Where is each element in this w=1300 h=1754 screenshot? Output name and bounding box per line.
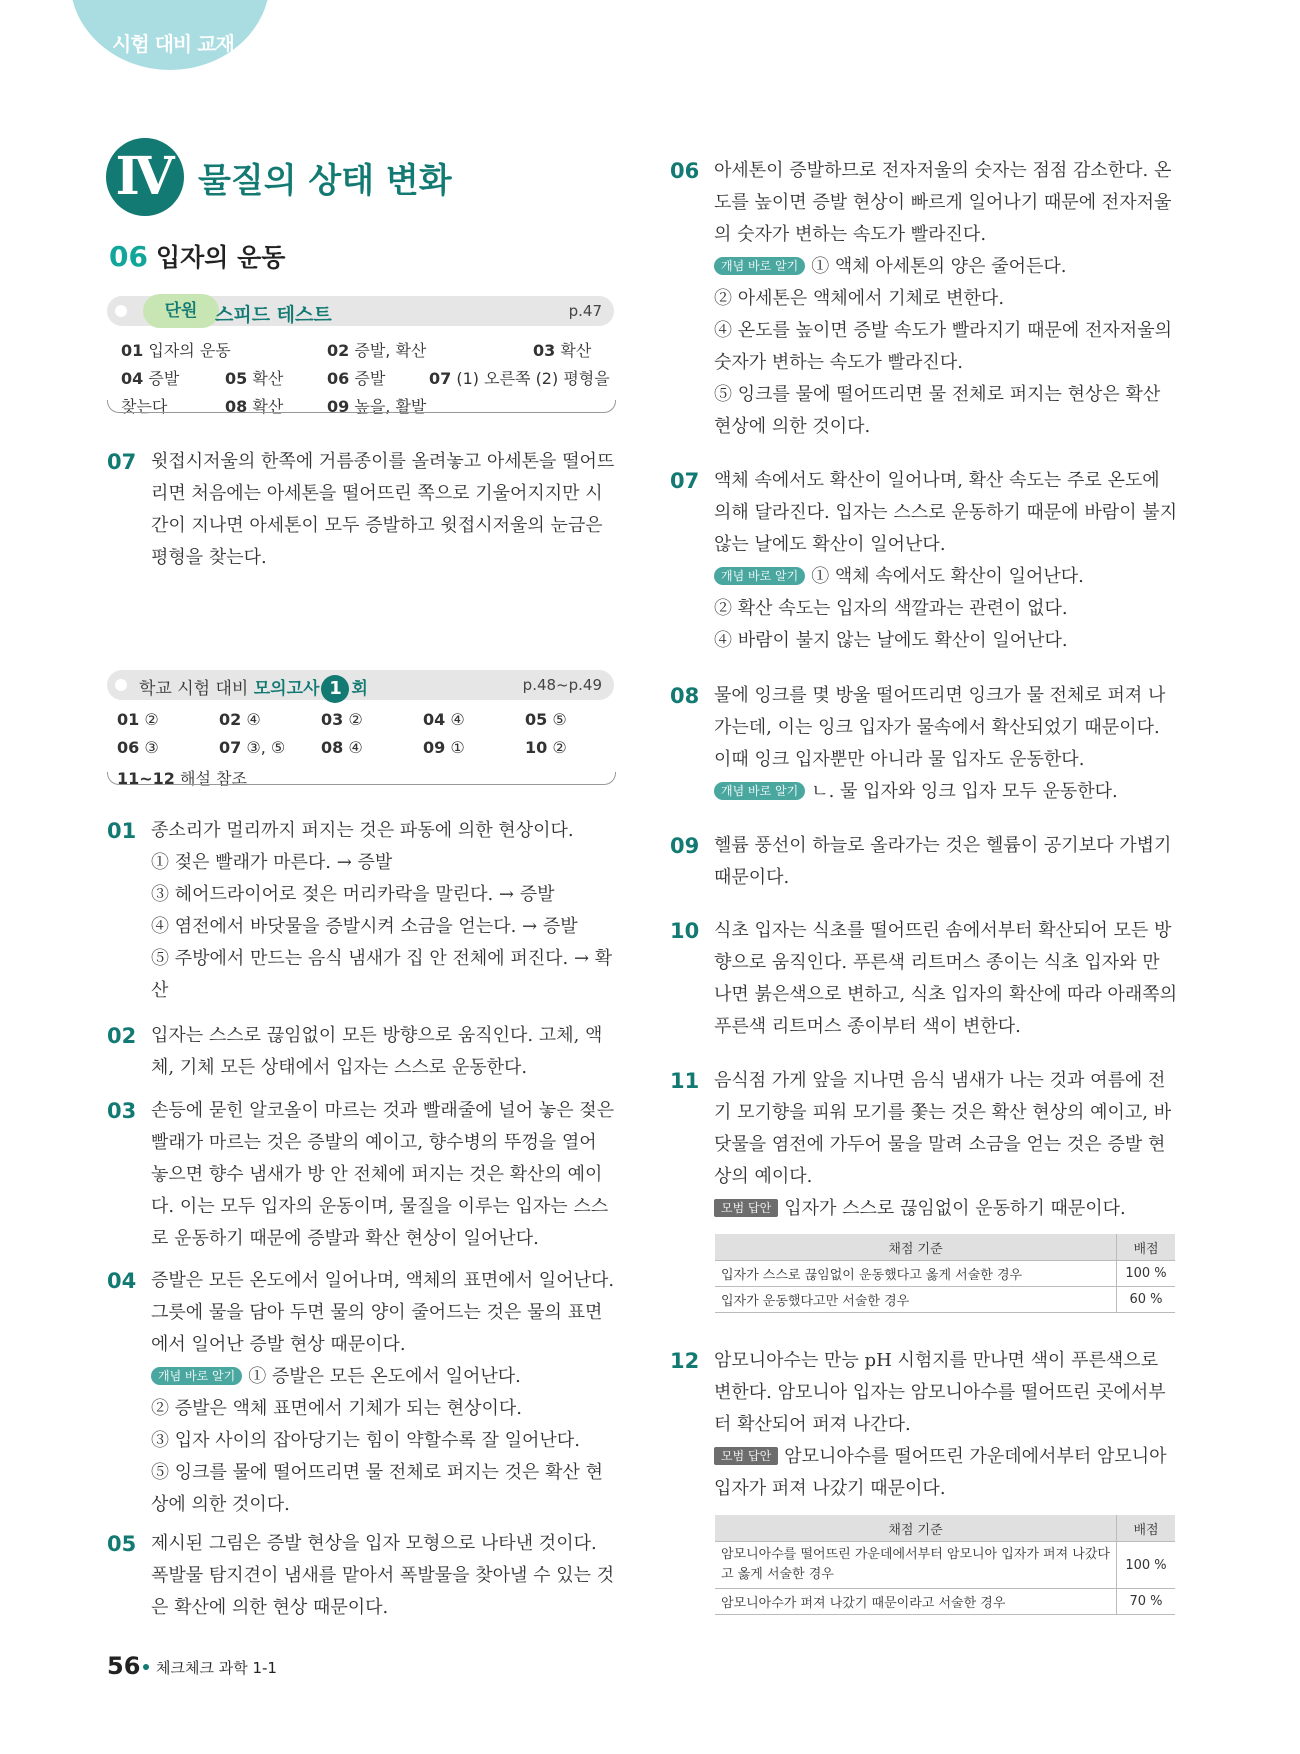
speed-test-page: p.47	[568, 302, 602, 320]
answer-item: 02 증발, 확산	[327, 341, 427, 360]
table-row: 입자가 운동했다고만 서술한 경우 60 %	[715, 1287, 1175, 1313]
exam-prep-label: 시험 대비 교재	[112, 32, 234, 56]
mock-test-header	[107, 670, 614, 700]
answer-item: 03 ②	[321, 710, 363, 729]
question-11	[670, 1065, 1190, 1225]
box-bottom-border	[107, 400, 616, 413]
question-number: 04	[107, 1269, 137, 1293]
question-text: 암모니아수는 만능 pH 시험지를 만나면 색이 푸른색으로 변한다. 암모니아 입자는 암모니아수를 떨어뜨린 곳에서부 터 확산되어 퍼져 나간다. 모범 답안 암모니아수를 떨어뜨린 가운데에서부터 암모니아 입자가 퍼져 나갔기 때문이다.	[714, 1350, 1167, 1499]
table-header: 배점	[1117, 1515, 1176, 1542]
question-04	[107, 1265, 617, 1521]
page-number: 56	[107, 1652, 141, 1680]
bullet-dot	[115, 679, 127, 691]
question-text: 음식점 가게 앞을 지나면 음식 냄새가 나는 것과 여름에 전 기 모기향을 피워 모기를 쫓는 것은 확산 현상의 예이고, 바 닷물을 염전에 가두어 물을 말려 소금을 얻는 것은 증발 현 상의 예이다. 모범 답안 입자가 스스로 끊임없이 운동하기 때문이다.	[714, 1070, 1172, 1219]
answer-item: 06 증발	[327, 369, 386, 388]
answer-item: 06 ③	[117, 738, 159, 757]
question-12	[670, 1345, 1190, 1505]
answer-item: 09 높을, 활발	[327, 397, 427, 416]
answer-item: 01 입자의 운동	[121, 341, 231, 360]
question-number: 02	[107, 1024, 137, 1048]
answer-item: 05 ⑤	[525, 710, 567, 729]
answer-item: 07 ③, ⑤	[219, 738, 286, 757]
answer-item: 찾는다	[121, 397, 168, 416]
question-01	[107, 815, 617, 1007]
question-text: 종소리가 멀리까지 퍼지는 것은 파동에 의한 현상이다. ① 젖은 빨래가 마른다. → 증발 ③ 헤어드라이어로 젖은 머리카락을 말린다. → 증발 ④ 염전에서 바닷물을 증발시켜 소금을 얻는다. → 증발 ⑤ 주방에서 만드는 음식 냄새가 집 안 전체에 퍼진다. → 확 산	[151, 820, 613, 1001]
unit-pill: 단원	[143, 294, 219, 328]
box-bottom-border	[107, 772, 616, 785]
table-row: 암모니아수를 떨어뜨린 가운데에서부터 암모니아 입자가 퍼져 나갔다고 옳게 서술한 경우 100 %	[715, 1542, 1175, 1589]
question-05	[107, 1528, 617, 1624]
question-text: 아세톤이 증발하므로 전자저울의 숫자는 점점 감소한다. 온 도를 높이면 증발 현상이 빠르게 일어나기 때문에 전자저울 의 숫자가 변하는 속도가 빨라진다. 개념 바로 알기 ① 액체 아세톤의 양은 줄어든다. ② 아세톤은 액체에서 기체로 변한다. ④ 온도를 높이면 증발 속도가 빨라지기 때문에 전자저울의 숫자가 변하는 속도가 빨라진다. ⑤ 잉크를 물에 떨어뜨리면 물 전체로 퍼지는 현상은 확산 현상에 의한 것이다.	[714, 160, 1172, 437]
speed-test-title: 스피드 테스트	[215, 304, 332, 326]
table-header: 채점 기준	[715, 1515, 1117, 1542]
table-header: 배점	[1117, 1234, 1176, 1261]
model-answer-tag: 모범 답안	[714, 1447, 778, 1465]
chapter-number: 06	[109, 240, 148, 273]
question-text: 손등에 묻힌 알코올이 마르는 것과 빨래줄에 널어 놓은 젖은 빨래가 마르는 것은 증발의 예이고, 향수병의 뚜껑을 열어 놓으면 향수 냄새가 방 안 전체에 퍼지는 것은 확산의 예이 다. 이는 모두 입자의 운동이며, 물질을 이루는 입자는 스스 로 운동하기 때문에 증발과 확산 현상이 일어난다.	[151, 1100, 615, 1249]
scoring-table-11	[715, 1234, 1175, 1313]
question-number: 07	[670, 469, 700, 493]
question-number: 05	[107, 1532, 137, 1556]
table-row: 입자가 스스로 끊임없이 운동했다고 옳게 서술한 경우 100 %	[715, 1261, 1175, 1287]
question-number: 08	[670, 684, 700, 708]
answer-item: 03 확산	[533, 341, 592, 360]
concept-tag: 개념 바로 알기	[714, 257, 805, 275]
question-number: 11	[670, 1069, 700, 1093]
answer-item: 09 ①	[423, 738, 465, 757]
question-text: 증발은 모든 온도에서 일어나며, 액체의 표면에서 일어난다. 그릇에 물을 담아 두면 물의 양이 줄어드는 것은 물의 표면 에서 일어난 증발 현상 때문이다. 개념 바로 알기 ① 증발은 모든 온도에서 일어난다. ② 증발은 액체 표면에서 기체가 되는 현상이다. ③ 입자 사이의 잡아당기는 힘이 약할수록 잘 일어난다. ⑤ 잉크를 물에 떨어뜨리면 물 전체로 퍼지는 것은 확산 현 상에 의한 것이다.	[151, 1270, 615, 1515]
speed-test-box	[107, 296, 614, 416]
concept-tag: 개념 바로 알기	[151, 1367, 242, 1385]
concept-tag: 개념 바로 알기	[714, 782, 805, 800]
question-10	[670, 915, 1190, 1043]
speed-question-07	[107, 446, 617, 574]
question-text: 헬륨 풍선이 하늘로 올라가는 것은 헬륨이 공기보다 가볍기 때문이다.	[714, 835, 1172, 888]
unit-title: 물질의 상태 변화	[198, 161, 452, 201]
answer-item: 05 확산	[225, 369, 284, 388]
question-text: 입자는 스스로 끊임없이 모든 방향으로 움직인다. 고체, 액 체, 기체 모든 상태에서 입자는 스스로 운동한다.	[151, 1025, 603, 1078]
question-number: 10	[670, 919, 700, 943]
question-06	[670, 155, 1190, 443]
question-text: 식초 입자는 식초를 떨어뜨린 솜에서부터 확산되어 모든 방 향으로 움직인다. 푸른색 리트머스 종이는 식초 입자와 만 나면 붉은색으로 변하고, 식초 입자의 확산에 따라 아래쪽의 푸른색 리트머스 종이부터 색이 변한다.	[714, 920, 1178, 1037]
question-text: 물에 잉크를 몇 방울 떨어뜨리면 잉크가 물 전체로 퍼져 나 가는데, 이는 잉크 입자가 물속에서 확산되었기 때문이다. 이때 잉크 입자뿐만 아니라 물 입자도 운동한다. 개념 바로 알기 ㄴ. 물 입자와 잉크 입자 모두 운동한다.	[714, 685, 1166, 802]
mock-test-page: p.48~p.49	[522, 676, 602, 694]
question-08	[670, 680, 1190, 808]
question-text: 제시된 그림은 증발 현상을 입자 모형으로 나타낸 것이다. 폭발물 탐지견이 냄새를 맡아서 폭발물을 찾아낼 수 있는 것 은 확산에 의한 현상 때문이다.	[151, 1533, 615, 1618]
answer-item: 08 ④	[321, 738, 363, 757]
question-number: 12	[670, 1349, 700, 1373]
answer-note: 11~12 해설 참조	[117, 769, 247, 788]
question-number: 03	[107, 1099, 137, 1123]
question-02	[107, 1020, 617, 1084]
answer-item: 04 ④	[423, 710, 465, 729]
bullet-dot	[115, 305, 127, 317]
answer-item: 08 확산	[225, 397, 284, 416]
table-header: 채점 기준	[715, 1234, 1117, 1261]
chapter-heading	[109, 238, 285, 274]
concept-tag: 개념 바로 알기	[714, 567, 805, 585]
round-badge: 1	[321, 675, 349, 703]
answer-item: 02 ④	[219, 710, 261, 729]
footer-dot	[143, 1664, 149, 1670]
question-number: 06	[670, 159, 700, 183]
question-text: 액체 속에서도 확산이 일어나며, 확산 속도는 주로 온도에 의해 달라진다. 입자는 스스로 운동하기 때문에 바람이 불지 않는 날에도 확산이 일어난다. 개념 바로 알기 ① 액체 속에서도 확산이 일어난다. ② 확산 속도는 입자의 색깔과는 관련이 없다. ④ 바람이 불지 않는 날에도 확산이 일어난다.	[714, 470, 1178, 651]
unit-numeral: Ⅳ	[106, 138, 184, 216]
answer-item: 04 증발	[121, 369, 180, 388]
speed-test-header	[107, 296, 614, 326]
question-number: 09	[670, 834, 700, 858]
question-text: 윗접시저울의 한쪽에 거름종이를 올려놓고 아세톤을 떨어뜨 리면 처음에는 아세톤을 떨어뜨린 쪽으로 기울어지지만 시 간이 지나면 아세톤이 모두 증발하고 윗접시저울의 눈금은 평형을 찾는다.	[151, 451, 615, 568]
mock-test-box	[107, 670, 614, 788]
table-row: 암모니아수가 퍼져 나갔기 때문이라고 서술한 경우 70 %	[715, 1589, 1175, 1615]
scoring-table-12	[715, 1515, 1175, 1615]
answer-item: 10 ②	[525, 738, 567, 757]
answer-item: 01 ②	[117, 710, 159, 729]
book-title: 체크체크 과학 1-1	[156, 1659, 277, 1677]
question-09	[670, 830, 1190, 894]
answer-item: 07 (1) 오른쪽 (2) 평형을	[429, 369, 610, 388]
question-03	[107, 1095, 617, 1255]
question-number: 07	[107, 450, 137, 474]
question-07	[670, 465, 1190, 657]
mock-test-title: 학교 시험 대비 모의고사 1 회	[139, 674, 368, 703]
model-answer-tag: 모범 답안	[714, 1199, 778, 1217]
question-number: 01	[107, 819, 137, 843]
chapter-title: 입자의 운동	[155, 243, 286, 272]
